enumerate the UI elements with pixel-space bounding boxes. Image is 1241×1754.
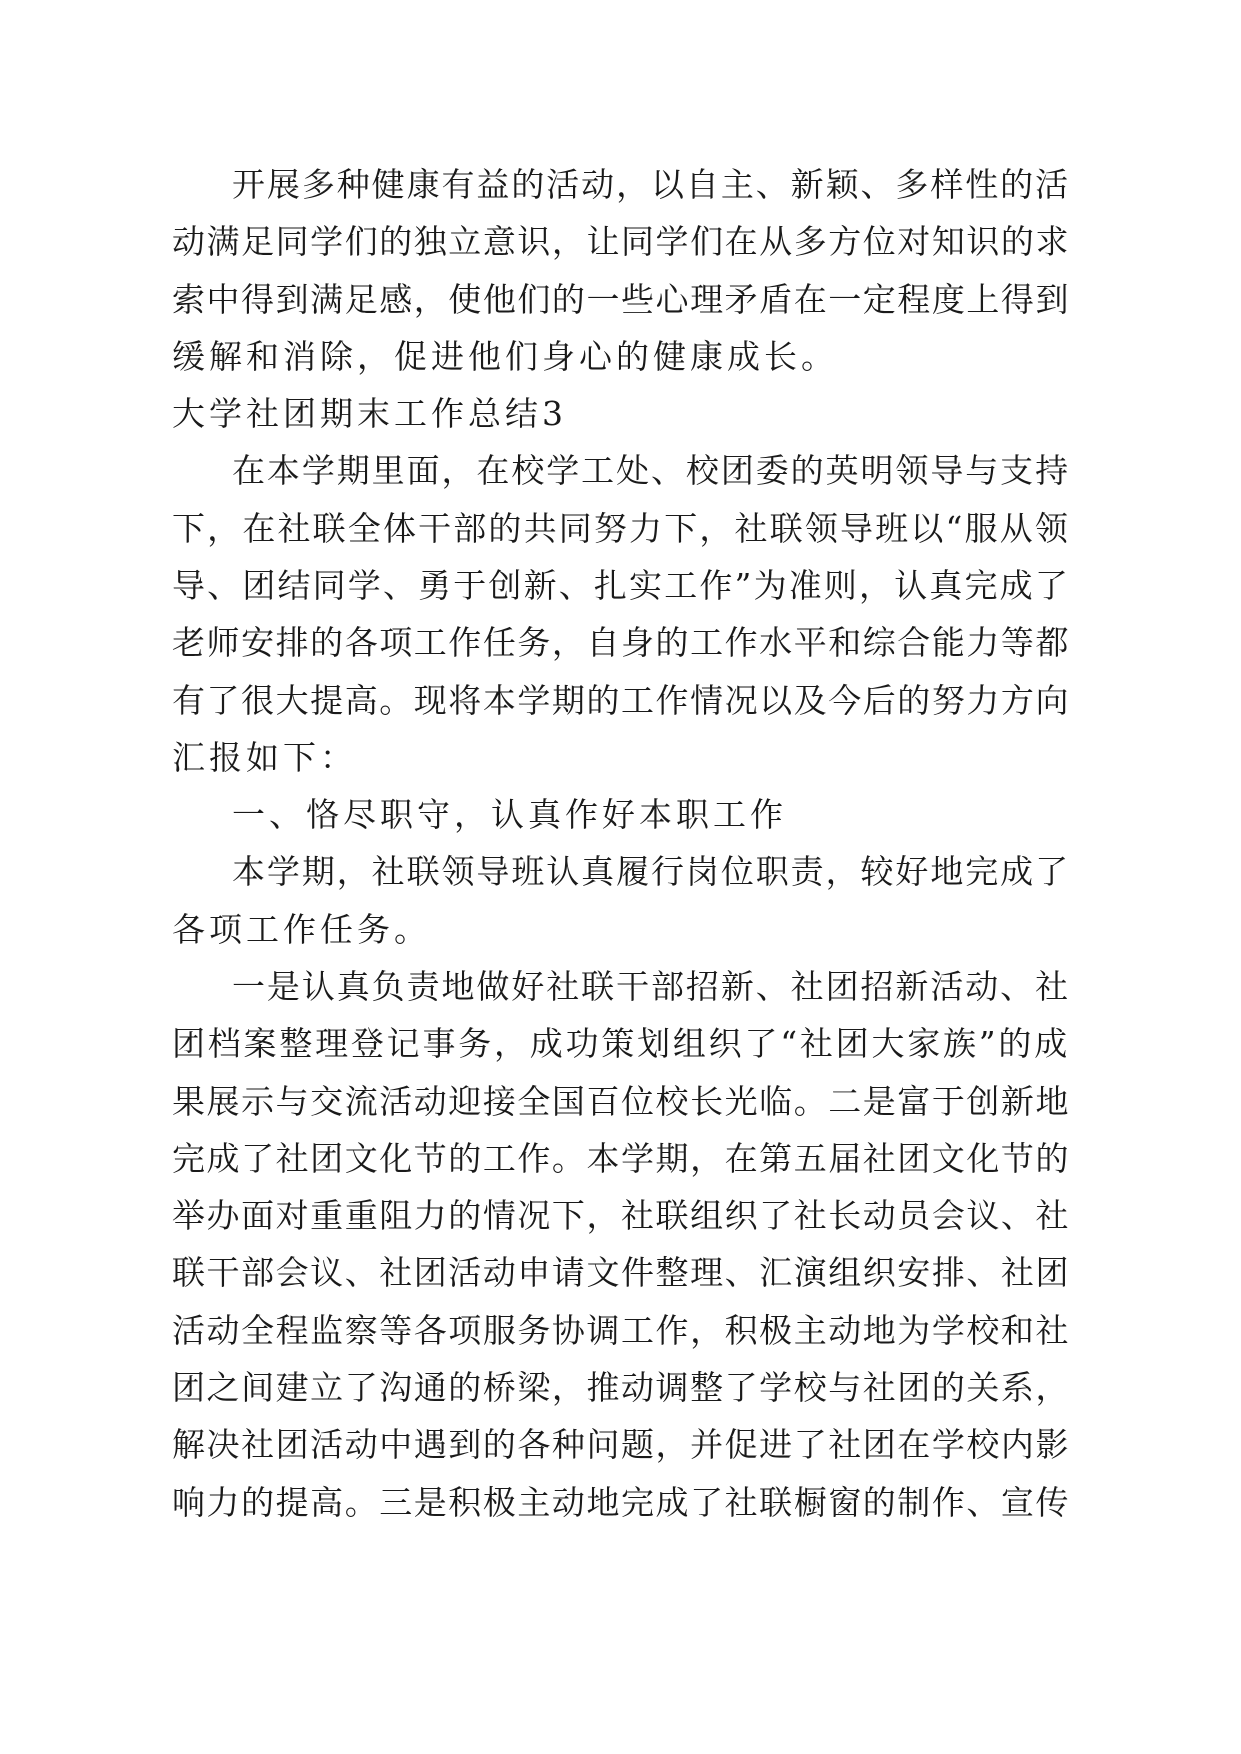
text-line-content: 响力的提高。三是积极主动地完成了社联橱窗的制作、宣传 bbox=[172, 1483, 1070, 1522]
text-line bbox=[0, 1302, 1241, 1360]
text-line bbox=[0, 1359, 1241, 1417]
text-line-content: 动满足同学们的独立意识，让同学们在从多方位对知识的求 bbox=[172, 222, 1070, 261]
text-line-content: 完成了社团文化节的工作。本学期，在第五届社团文化节的 bbox=[172, 1139, 1070, 1178]
text-line bbox=[0, 614, 1241, 672]
text-line bbox=[0, 1073, 1241, 1131]
text-line bbox=[0, 442, 1241, 500]
text-line bbox=[0, 901, 1241, 959]
text-line bbox=[0, 672, 1241, 730]
text-line-content: 在本学期里面，在校学工处、校团委的英明领导与支持 bbox=[232, 451, 1070, 490]
text-line-content: 活动全程监察等各项服务协调工作，积极主动地为学校和社 bbox=[172, 1311, 1070, 1350]
text-line-content: 联干部会议、社团活动申请文件整理、汇演组织安排、社团 bbox=[172, 1253, 1070, 1292]
text-line-content: 本学期，社联领导班认真履行岗位职责，较好地完成了 bbox=[232, 852, 1070, 891]
text-line-content: 一、恪尽职守，认真作好本职工作 bbox=[232, 795, 787, 834]
text-line-content: 下，在社联全体干部的共同努力下，社联领导班以“服从领 bbox=[172, 509, 1070, 548]
text-line bbox=[0, 1416, 1241, 1474]
text-line bbox=[0, 1474, 1241, 1532]
text-line-content: 大学社团期末工作总结3 bbox=[172, 394, 567, 433]
section-heading bbox=[0, 385, 1241, 443]
text-line-content: 有了很大提高。现将本学期的工作情况以及今后的努力方向 bbox=[172, 681, 1070, 720]
text-line-content: 各项工作任务。 bbox=[172, 910, 431, 949]
text-line bbox=[0, 156, 1241, 214]
text-line bbox=[0, 213, 1241, 271]
text-line-content: 团档案整理登记事务，成功策划组织了“社团大家族”的成 bbox=[172, 1024, 1070, 1063]
text-line-content: 汇报如下： bbox=[172, 738, 357, 777]
text-line-content: 团之间建立了沟通的桥梁，推动调整了学校与社团的关系， bbox=[172, 1368, 1070, 1407]
text-line-content: 一是认真负责地做好社联干部招新、社团招新活动、社 bbox=[232, 967, 1070, 1006]
subheading-1 bbox=[0, 786, 1241, 844]
text-line-content: 开展多种健康有益的活动，以自主、新颖、多样性的活 bbox=[232, 165, 1070, 204]
text-line bbox=[0, 557, 1241, 615]
text-line-content: 索中得到满足感，使他们的一些心理矛盾在一定程度上得到 bbox=[172, 280, 1070, 319]
text-line-content: 缓解和消除，促进他们身心的健康成长。 bbox=[172, 337, 838, 376]
text-line bbox=[0, 958, 1241, 1016]
text-line bbox=[0, 1187, 1241, 1245]
text-line-content: 果展示与交流活动迎接全国百位校长光临。二是富于创新地 bbox=[172, 1082, 1070, 1121]
text-line bbox=[0, 271, 1241, 329]
text-line bbox=[0, 843, 1241, 901]
text-line-content: 导、团结同学、勇于创新、扎实工作”为准则，认真完成了 bbox=[172, 566, 1070, 605]
text-line bbox=[0, 1015, 1241, 1073]
text-line-content: 老师安排的各项工作任务，自身的工作水平和综合能力等都 bbox=[172, 623, 1070, 662]
text-line bbox=[0, 500, 1241, 558]
text-line bbox=[0, 1244, 1241, 1302]
text-line bbox=[0, 729, 1241, 787]
text-line bbox=[0, 328, 1241, 386]
text-line-content: 举办面对重重阻力的情况下，社联组织了社长动员会议、社 bbox=[172, 1196, 1070, 1235]
text-line bbox=[0, 1130, 1241, 1188]
text-line-content: 解决社团活动中遇到的各种问题，并促进了社团在学校内影 bbox=[172, 1425, 1070, 1464]
